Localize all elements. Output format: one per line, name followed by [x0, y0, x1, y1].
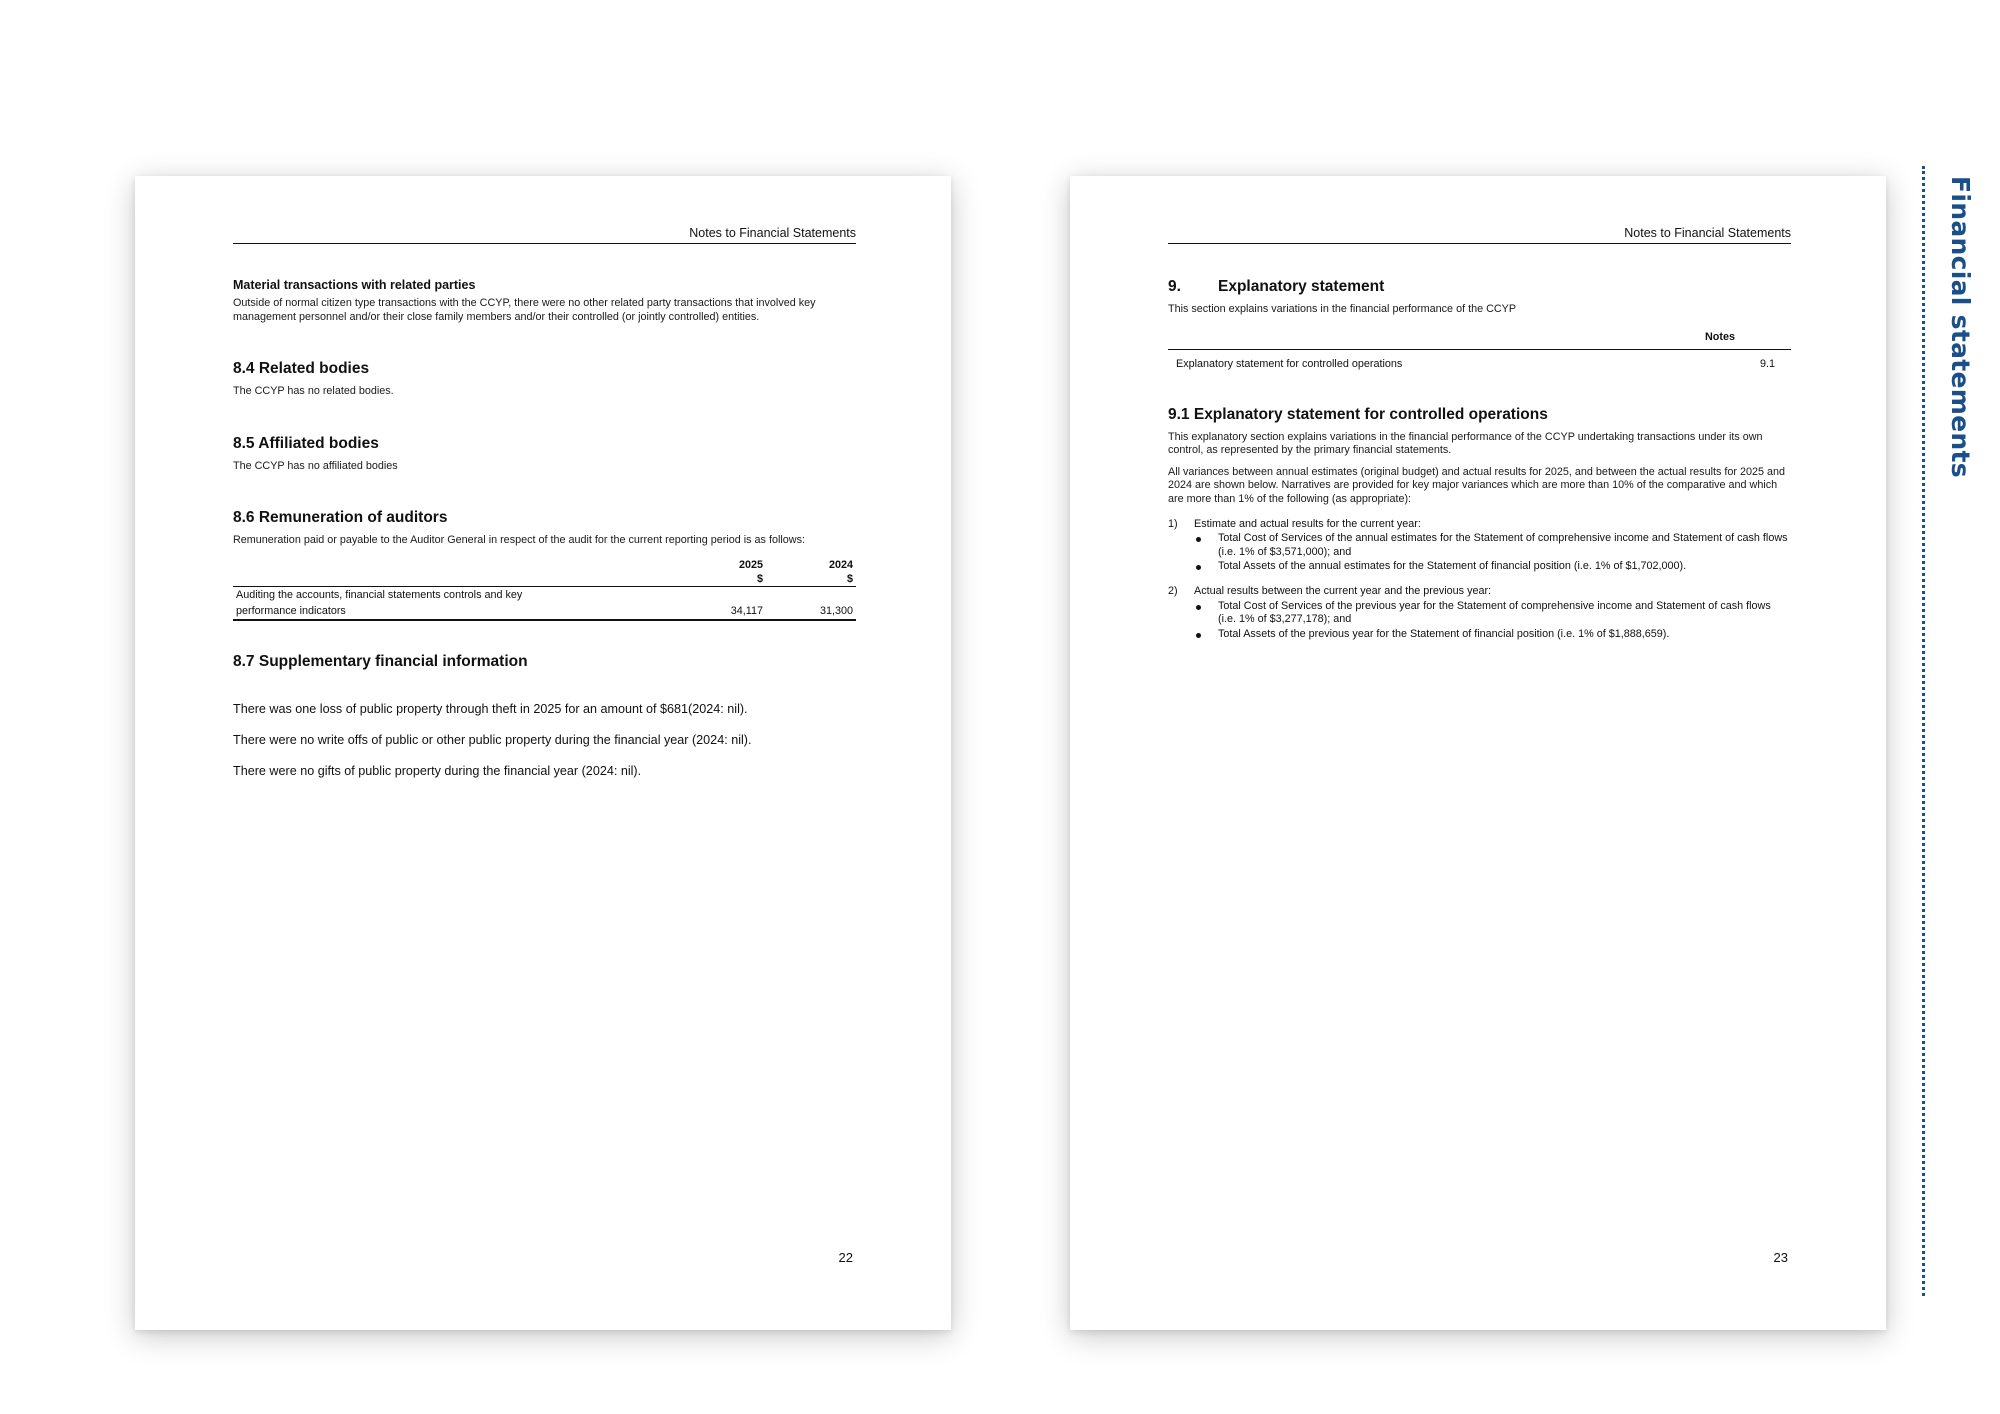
table-unit-row	[233, 572, 856, 587]
side-dotted-rule	[1922, 166, 1925, 1296]
section-9-1-title: 9.1 Explanatory statement for controlled operations	[1168, 405, 1548, 423]
page-number: 23	[1773, 1250, 1788, 1265]
side-section-title: Financial statements	[1946, 176, 1975, 478]
value-2025: 34,117	[676, 603, 766, 620]
section-8-7-title: 8.7 Supplementary financial information	[233, 652, 528, 670]
page-content	[1168, 226, 1791, 641]
bullet-item: Total Cost of Services of the annual estimates for the Statement of comprehensive income and Statement of cash flows (i.e. 1% of $3,571,000); and	[1218, 532, 1791, 559]
bullet-item: Total Cost of Services of the previous year for the Statement of comprehensive income and Statement of cash flows (i.e. 1% of $3,277,178); and	[1218, 600, 1791, 627]
unit-2025: $	[756, 572, 763, 585]
document-page-23	[1070, 176, 1886, 1330]
bullet-item: Total Assets of the previous year for the Statement of financial position (i.e. 1% of $1,888,659).	[1218, 628, 1791, 642]
section-9-1-paragraph-2: All variances between annual estimates (original budget) and actual results for 2025, and between the actual results for 2025 and 2024 are shown below. Narratives are provided for key major variances which are more than 10% of the comparative and which are more than 1% of the following (as appropriate):	[1168, 465, 1786, 505]
table-header-row	[233, 558, 856, 572]
running-header: Notes to Financial Statements	[1168, 226, 1791, 244]
page-number: 22	[838, 1250, 853, 1265]
row-label-line-1: Auditing the accounts, financial statements controls and key	[233, 586, 676, 603]
list-number: 2)	[1168, 584, 1178, 597]
auditors-remuneration-table	[233, 558, 856, 621]
section-9-number: 9.	[1168, 278, 1181, 295]
value-2024: 31,300	[766, 603, 856, 620]
section-8-5-title: 8.5 Affiliated bodies	[233, 434, 379, 452]
bullet-list	[1218, 600, 1791, 642]
notes-column-header: Notes	[1628, 331, 1791, 350]
table-row	[233, 603, 856, 620]
row-label-line-2: performance indicators	[233, 603, 676, 620]
section-8-6-text: Remuneration paid or payable to the Auditor General in respect of the audit for the current reporting period is as follows:	[233, 534, 805, 547]
section-8-4-text: The CCYP has no related bodies.	[233, 385, 394, 398]
column-header-2024: 2024	[828, 558, 853, 571]
section-9-title	[1168, 278, 1791, 296]
unit-2024: $	[846, 572, 853, 585]
notes-row-value: 9.1	[1759, 357, 1775, 370]
numbered-list-item	[1168, 518, 1791, 574]
section-8-6-title: 8.6 Remuneration of auditors	[233, 509, 448, 527]
section-9-text: This section explains variations in the financial performance of the CCYP	[1168, 303, 1517, 315]
notes-table	[1168, 331, 1791, 370]
document-page-22	[135, 176, 951, 1330]
running-header: Notes to Financial Statements	[233, 226, 856, 244]
numbered-list-item	[1168, 585, 1791, 641]
material-transactions-text: Outside of normal citizen type transactions with the CCYP, there were no other related party transactions that involved key management personnel and/or their close family members and/or their controlled (or jointly controlled) entities.	[233, 297, 816, 323]
section-9-1-paragraph-1: This explanatory section explains variations in the financial performance of the CCYP undertaking transactions under its own control, as represented by the primary financial statements.	[1168, 430, 1763, 457]
material-transactions-heading: Material transactions with related parties	[233, 278, 476, 292]
table-row	[1168, 349, 1791, 370]
section-8-7-paragraph-2: There were no write offs of public or other public property during the financial year (2024: nil).	[233, 732, 752, 747]
list-item-text: Actual results between the current year and the previous year:	[1194, 584, 1492, 597]
section-8-4-title: 8.4 Related bodies	[233, 360, 370, 378]
table-row	[233, 586, 856, 603]
bullet-list	[1218, 532, 1791, 574]
section-8-7-paragraph-1: There was one loss of public property through theft in 2025 for an amount of $681(2024: nil).	[233, 701, 748, 716]
section-8-7-paragraph-3: There were no gifts of public property during the financial year (2024: nil).	[233, 763, 642, 778]
notes-header-row	[1168, 331, 1791, 350]
page-content	[233, 226, 856, 779]
column-header-2025: 2025	[738, 558, 763, 571]
list-number: 1)	[1168, 517, 1178, 530]
list-item-text: Estimate and actual results for the current year:	[1194, 517, 1421, 530]
bullet-item: Total Assets of the annual estimates for the Statement of financial position (i.e. 1% of $1,702,000).	[1218, 560, 1791, 574]
section-9-title-text: Explanatory statement	[1218, 278, 1385, 295]
section-8-5-text: The CCYP has no affiliated bodies	[233, 459, 398, 472]
notes-row-label: Explanatory statement for controlled operations	[1176, 357, 1403, 370]
